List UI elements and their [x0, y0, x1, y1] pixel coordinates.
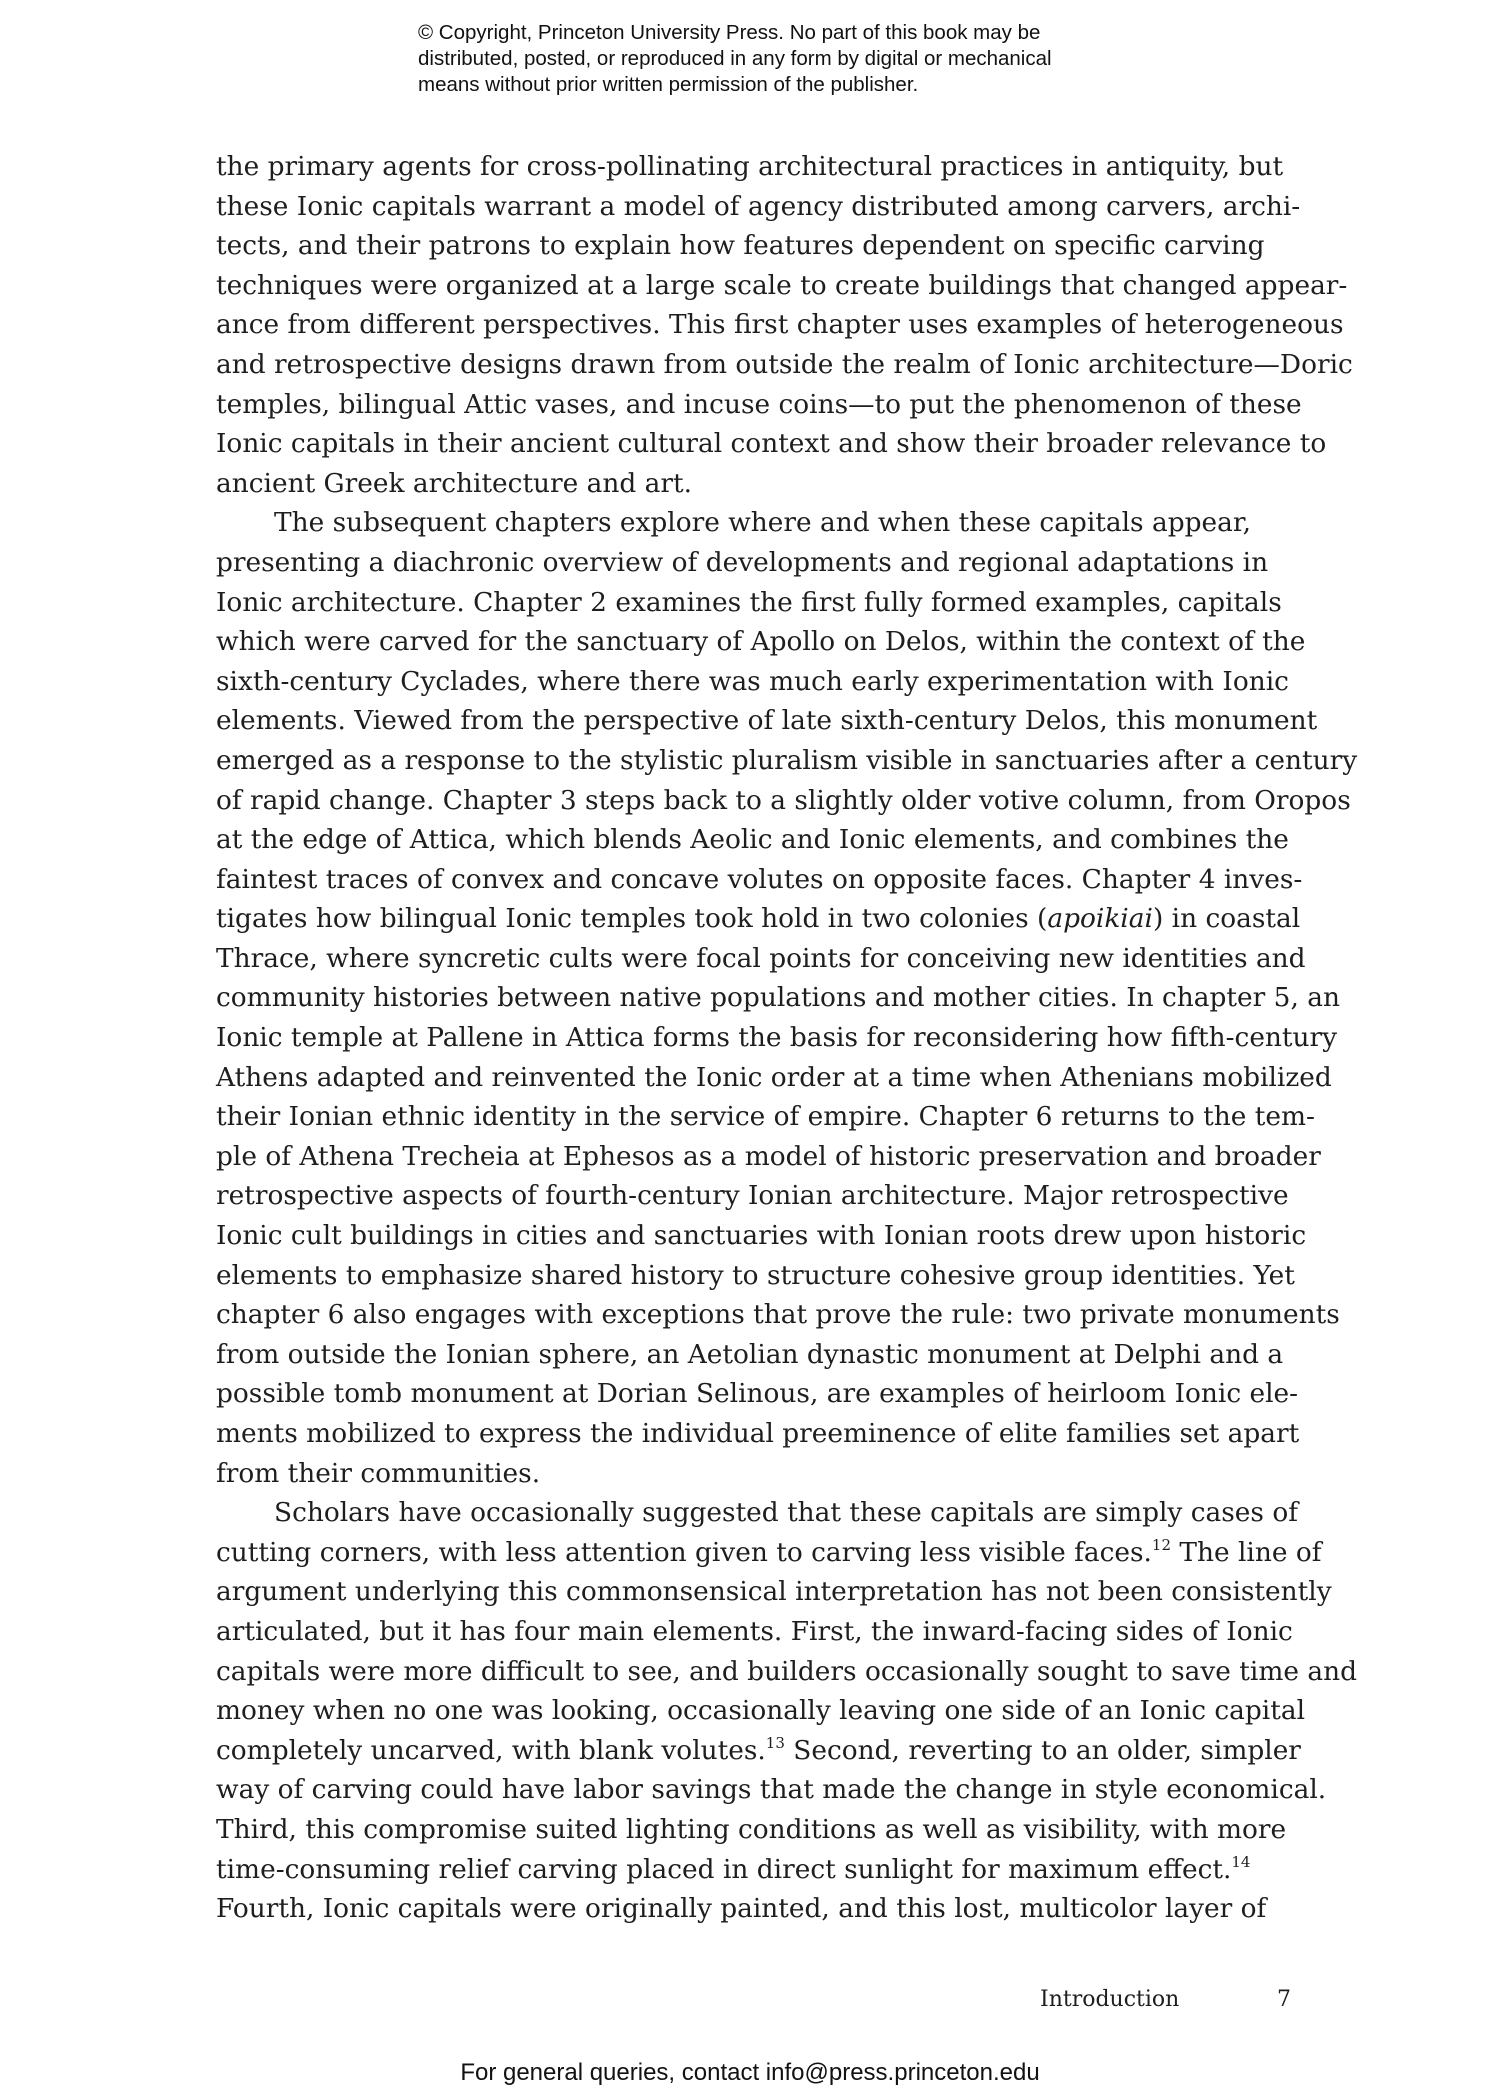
text-line: [216, 1295, 1340, 1335]
text-segment: articulated, but it has four main elements. First, the inward-facing sides of Ionic: [216, 1615, 1293, 1647]
page-number: 7: [1277, 1987, 1291, 2012]
text-line: [216, 583, 1316, 623]
text-line: [216, 1810, 1316, 1850]
text-line: [216, 1176, 1316, 1216]
copyright-line: means without prior written permission of the publisher.: [418, 73, 919, 96]
text-line: [216, 860, 1316, 900]
text-segment: Ionic cult buildings in cities and sanctuaries with Ionian roots drew upon historic: [216, 1220, 1307, 1252]
text-line: [216, 1652, 1357, 1692]
text-line: [216, 939, 1316, 979]
text-line: [216, 978, 1340, 1018]
text-line: [216, 741, 1358, 781]
text-line: [216, 147, 1316, 187]
text-line: [216, 1770, 1327, 1810]
text-line: [216, 226, 1316, 266]
text-segment: argument underlying this commonsensical interpretation has not been consistently: [216, 1576, 1332, 1608]
text-segment: which were carved for the sanctuary of Apollo on Delos, within the context of the: [216, 626, 1306, 658]
text-line: [216, 1216, 1316, 1256]
text-line: [216, 1731, 1316, 1771]
text-segment: Third, this compromise suited lighting conditions as well as visibility, with more: [216, 1813, 1287, 1845]
running-foot-title: Introduction: [1040, 1987, 1180, 2012]
text-line: [216, 345, 1353, 385]
text-segment: from their communities.: [216, 1457, 541, 1489]
text-segment: completely uncarved, with blank volutes.: [216, 1734, 766, 1766]
text-segment: Thrace, where syncretic cults were focal points for conceiving new identities and: [216, 942, 1306, 974]
text-segment: elements to emphasize shared history to structure cohesive group identities. Yet: [216, 1259, 1295, 1291]
text-line: [216, 266, 1348, 306]
text-segment: their Ionian ethnic identity in the service of empire. Chapter 6 returns to the tem-: [216, 1101, 1315, 1133]
text-line: [216, 1374, 1316, 1414]
text-segment: ments mobilized to express the individual preeminence of elite families set apart: [216, 1418, 1300, 1449]
text-line: [216, 1335, 1316, 1375]
text-line: [216, 1018, 1338, 1058]
text-segment: of rapid change. Chapter 3 steps back to a slightly older votive column, from Oropos: [216, 784, 1351, 816]
text-line: [216, 899, 1316, 939]
text-line: [216, 1414, 1316, 1454]
text-segment: the primary agents for cross-pollinating architectural practices in antiquity, but: [216, 151, 1284, 182]
text-segment: The line of: [1171, 1536, 1322, 1568]
contact-footer: For general queries, contact info@press.princeton.edu: [460, 2059, 1040, 2086]
text-line: [216, 187, 1316, 227]
text-segment: community histories between native populations and mother cities. In chapter 5, an: [216, 982, 1340, 1014]
text-line: [216, 305, 1344, 345]
text-segment: Scholars have occasionally suggested that these capitals are simply cases of: [274, 1497, 1298, 1529]
text-line: [216, 1493, 1316, 1533]
text-line: [216, 1097, 1316, 1137]
text-segment: capitals were more difficult to see, and builders occasionally sought to save time and: [216, 1655, 1357, 1687]
text-segment: faintest traces of convex and concave volutes on opposite faces. Chapter 4 inves-: [216, 863, 1303, 895]
text-segment: temples, bilingual Attic vases, and incuse coins—to put the phenomenon of these: [216, 388, 1302, 420]
text-segment: possible tomb monument at Dorian Selinous, are examples of heirloom Ionic ele-: [216, 1378, 1299, 1410]
text-segment: from outside the Ionian sphere, an Aetolian dynastic monument at Delphi and a: [216, 1338, 1284, 1370]
text-line: [216, 781, 1351, 821]
text-line: [216, 464, 1316, 504]
text-line: [216, 1256, 1316, 1296]
text-segment: at the edge of Attica, which blends Aeolic and Ionic elements, and combines the: [216, 824, 1289, 856]
footnote-marker: 12: [1151, 1535, 1171, 1554]
text-segment: Ionic architecture. Chapter 2 examines the first fully formed examples, capitals: [216, 586, 1282, 618]
text-segment: ancient Greek architecture and art.: [216, 467, 693, 499]
text-segment: ple of Athena Trecheia at Ephesos as a model of historic preservation and broader: [216, 1140, 1321, 1172]
text-segment: ance from different perspectives. This first chapter uses examples of heterogeneous: [216, 309, 1344, 341]
copyright-notice: [418, 20, 1178, 98]
text-segment: money when no one was looking, occasionally leaving one side of an Ionic capital: [216, 1695, 1306, 1727]
text-segment: emerged as a response to the stylistic pluralism visible in sanctuaries after a century: [216, 744, 1358, 776]
text-line: [216, 662, 1316, 702]
text-segment: cutting corners, with less attention given to carving less visible faces.: [216, 1536, 1152, 1568]
text-line: [216, 1889, 1316, 1929]
text-line: [216, 820, 1316, 860]
text-segment: presenting a diachronic overview of developments and regional adaptations in: [216, 546, 1269, 578]
italic-term: apoikiai: [1047, 903, 1153, 935]
text-line: [216, 1691, 1316, 1731]
text-line: [216, 1137, 1321, 1177]
text-segment: Ionic capitals in their ancient cultural context and show their broader relevance to: [216, 428, 1327, 460]
text-line: [216, 1454, 1316, 1494]
text-line: [216, 701, 1316, 741]
text-segment: tigates how bilingual Ionic temples took hold in two colonies (: [216, 903, 1048, 935]
text-line: [216, 1612, 1316, 1652]
text-segment: way of carving could have labor savings that made the change in style economical.: [216, 1774, 1327, 1806]
text-segment: Ionic temple at Pallene in Attica forms the basis for reconsidering how fifth-century: [216, 1022, 1338, 1054]
text-segment: time-consuming relief carving placed in direct sunlight for maximum effect.: [216, 1853, 1232, 1885]
text-segment: elements. Viewed from the perspective of late sixth-century Delos, this monument: [216, 705, 1318, 737]
text-segment: The subsequent chapters explore where and when these capitals appear,: [274, 507, 1251, 539]
text-line: [216, 385, 1316, 425]
text-line: [216, 424, 1327, 464]
text-line: [216, 543, 1316, 583]
footnote-marker: 13: [765, 1733, 785, 1752]
text-segment: sixth-century Cyclades, where there was much early experimentation with Ionic: [216, 665, 1289, 697]
text-segment: ) in coastal: [1152, 903, 1301, 935]
copyright-line: © Copyright, Princeton University Press. No part of this book may be: [418, 21, 1041, 44]
text-segment: these Ionic capitals warrant a model of agency distributed among carvers, archi-: [216, 190, 1301, 222]
text-segment: chapter 6 also engages with exceptions that prove the rule: two private monuments: [216, 1299, 1340, 1331]
copyright-line: distributed, posted, or reproduced in any form by digital or mechanical: [418, 47, 1052, 70]
text-segment: tects, and their patrons to explain how features dependent on specific carving: [216, 230, 1265, 262]
body-text: [216, 147, 1358, 1929]
text-line: [216, 1850, 1316, 1890]
text-segment: techniques were organized at a large scale to create buildings that changed appear-: [216, 269, 1348, 301]
text-line: [216, 1058, 1332, 1098]
text-line: [216, 1572, 1332, 1612]
text-line: [216, 503, 1316, 543]
text-segment: and retrospective designs drawn from outside the realm of Ionic architecture—Doric: [216, 348, 1353, 380]
text-segment: Fourth, Ionic capitals were originally painted, and this lost, multicolor layer of: [216, 1893, 1267, 1925]
footnote-marker: 14: [1231, 1852, 1251, 1871]
text-segment: Second, reverting to an older, simpler: [784, 1734, 1301, 1766]
text-segment: retrospective aspects of fourth-century Ionian architecture. Major retrospective: [216, 1180, 1289, 1212]
text-segment: Athens adapted and reinvented the Ionic order at a time when Athenians mobilized: [216, 1061, 1332, 1093]
text-line: [216, 622, 1316, 662]
text-line: [216, 1533, 1322, 1573]
